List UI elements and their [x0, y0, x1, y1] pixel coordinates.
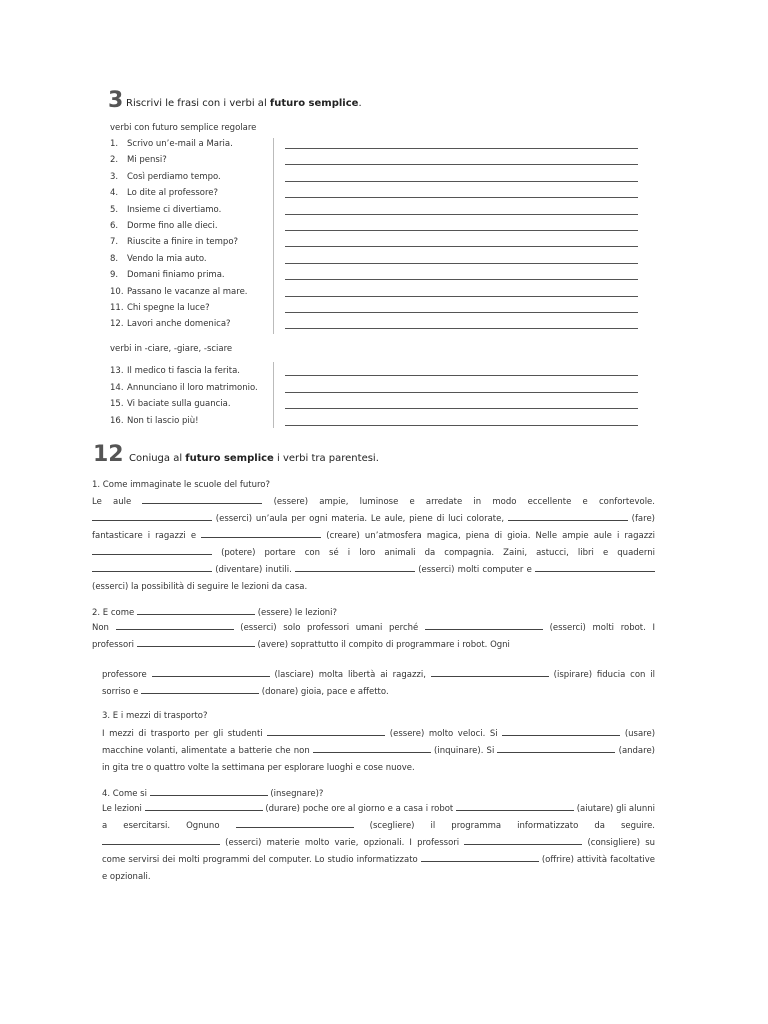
answer-blank[interactable] [295, 562, 415, 572]
instruction-text: Coniuga al [129, 453, 186, 464]
sentence-row [110, 303, 210, 317]
q2-text: (donare) gioia, pace e affetto. [261, 687, 389, 697]
answer-line[interactable] [285, 181, 638, 182]
answer-blank[interactable] [456, 801, 574, 811]
sentence-number: 6. [110, 221, 119, 231]
group2-title: verbi in -ciare, -giare, -sciare [110, 344, 233, 354]
answer-blank[interactable] [137, 637, 255, 647]
q4-text: (aiutare) gli alunni a esercitarsi. Ognuno [102, 804, 656, 831]
sentence-text: Non ti lascio più! [127, 416, 199, 427]
question-1-text [92, 494, 655, 596]
answer-blank[interactable] [92, 511, 212, 521]
sentence-text: Lo dite al professore? [127, 188, 219, 199]
sentence-text: Mi pensi? [127, 155, 167, 166]
answer-blank[interactable] [152, 667, 270, 677]
exercise-3-instruction [126, 98, 362, 109]
answer-line[interactable] [285, 392, 638, 393]
answer-blank[interactable] [431, 667, 549, 677]
q2-title-text: (essere) le lezioni? [257, 608, 338, 618]
sentence-row [110, 139, 233, 153]
sentence-number: 5. [110, 204, 119, 215]
instruction-end: . [358, 98, 362, 109]
q1-text: (fare) fantasticare i ragazzi e [92, 514, 655, 541]
group1-title: verbi con futuro semplice regolare [110, 123, 257, 133]
sentence-row [110, 188, 218, 202]
answer-line[interactable] [285, 312, 638, 313]
q4-title-text: 4. Come si [102, 789, 147, 799]
q2-text: (ispirare) fiducia con il sorriso e [102, 670, 656, 697]
sentence-text: Dorme fino alle dieci. [127, 221, 218, 231]
sentence-row [110, 221, 218, 235]
q2-text: (avere) soprattutto il compito di programmare i robot. Ogni [257, 640, 510, 650]
sentence-row [110, 399, 231, 413]
sentence-row [110, 205, 221, 219]
sentence-number: 10. [110, 286, 124, 297]
answer-blank[interactable] [92, 562, 212, 572]
question-3-text [102, 726, 655, 777]
answer-line[interactable] [285, 425, 638, 426]
sentence-number: 3. [110, 171, 119, 182]
q2-text: professore [102, 670, 147, 680]
answer-blank[interactable] [142, 494, 262, 504]
answer-line[interactable] [285, 328, 638, 329]
answer-line[interactable] [285, 375, 638, 376]
answer-line[interactable] [285, 197, 638, 198]
question-3-title: 3. E i mezzi di trasporto? [102, 711, 208, 721]
sentence-text: Il medico ti fascia la ferita. [127, 366, 240, 376]
question-1-title: 1. Come immaginate le scuole del futuro? [92, 480, 270, 490]
sentence-text: Passano le vacanze al mare. [127, 286, 248, 297]
answer-blank[interactable] [502, 726, 620, 736]
q1-text: (esserci) un’aula per ogni materia. Le aule, piene di luci colorate, [215, 514, 505, 524]
answer-blank[interactable] [535, 562, 655, 572]
answer-blank[interactable] [137, 605, 255, 615]
sentence-number: 12. [110, 319, 124, 330]
question-2-text [92, 620, 655, 654]
q3-text: I mezzi di trasporto per gli studenti [102, 729, 263, 739]
sentence-row [110, 287, 248, 301]
question-2-title [92, 605, 337, 618]
q1-text: (esserci) molti computer e [418, 565, 532, 575]
sentence-text: Riuscite a finire in tempo? [127, 237, 239, 248]
answer-blank[interactable] [267, 726, 385, 736]
answer-blank[interactable] [236, 818, 354, 828]
answer-blank[interactable] [92, 545, 212, 555]
column-separator-2 [273, 362, 274, 428]
answer-blank[interactable] [145, 801, 263, 811]
q2-text: (esserci) molti robot. I professori [92, 623, 655, 650]
q4-text: (consigliere) su come servirsi dei molti programmi del computer. Lo studio informatizzato [102, 838, 656, 865]
sentence-row [110, 254, 207, 268]
sentence-row [110, 237, 238, 251]
instruction-end: i verbi tra parentesi. [273, 453, 379, 464]
sentence-text: Lavori anche domenica? [127, 319, 231, 330]
q4-text: Le lezioni [102, 804, 142, 814]
sentence-number: 14. [110, 382, 124, 393]
sentence-row [110, 383, 258, 397]
q3-text: (essere) molto veloci. Si [389, 729, 498, 739]
sentence-text: Domani finiamo prima. [127, 270, 225, 281]
sentence-number: 1. [110, 139, 119, 149]
answer-blank[interactable] [102, 835, 220, 845]
answer-blank[interactable] [201, 528, 321, 538]
q3-text: (inquinare). Si [434, 746, 495, 756]
answer-blank[interactable] [116, 620, 234, 630]
sentence-text: Chi spegne la luce? [127, 303, 210, 313]
q2-text: (esserci) solo professori umani perché [240, 623, 419, 633]
answer-line[interactable] [285, 230, 638, 231]
sentence-text: Vi baciate sulla guancia. [127, 399, 231, 410]
sentence-text: Insieme ci divertiamo. [127, 204, 222, 215]
answer-line[interactable] [285, 263, 638, 264]
sentence-text: Così perdiamo tempo. [127, 171, 221, 182]
q1-text: (esserci) la possibilità di seguire le lezioni da casa. [92, 582, 308, 592]
instruction-text: Riscrivi le frasi con i verbi al [126, 98, 270, 109]
q2-text: Non [92, 623, 109, 633]
q4-text: (scegliere) il programma informatizzato da seguire. [369, 821, 656, 831]
answer-line[interactable] [285, 214, 638, 215]
q1-text: (creare) un’atmosfera magica, piena di gioia. Nelle ampie aule i ragazzi [326, 531, 655, 541]
q1-text: Le aule [92, 497, 132, 507]
question-4-text [102, 801, 655, 886]
q1-text: (diventare) inutili. [215, 565, 292, 575]
answer-line[interactable] [285, 296, 638, 297]
answer-blank[interactable] [497, 743, 615, 753]
q3-text: (usare) macchine volanti, alimentate a batterie che non [102, 729, 656, 756]
sentence-row [110, 155, 167, 169]
q2-title-text: 2. E come [92, 608, 135, 618]
sentence-row [110, 319, 231, 333]
answer-blank[interactable] [421, 852, 539, 862]
exercise-12-number: 12 [93, 442, 124, 467]
sentence-number: 11. [110, 303, 124, 313]
sentence-number: 9. [110, 270, 119, 281]
answer-blank[interactable] [508, 511, 628, 521]
instruction-bold: futuro semplice [269, 98, 359, 109]
answer-blank[interactable] [425, 620, 543, 630]
answer-line[interactable] [285, 279, 638, 280]
sentence-row [110, 270, 225, 284]
q2-text: (lasciare) molta libertà ai ragazzi, [274, 670, 426, 680]
sentence-text: Annunciano il loro matrimonio. [127, 382, 258, 393]
answer-line[interactable] [285, 408, 638, 409]
q1-text: (essere) ampie, luminose e arredate in modo eccellente e confortevole. [273, 497, 655, 507]
answer-blank[interactable] [141, 684, 259, 694]
instruction-bold: futuro semplice [185, 453, 274, 464]
column-separator [273, 138, 274, 334]
answer-line[interactable] [285, 148, 638, 149]
sentence-row [110, 366, 240, 380]
sentence-row [110, 172, 221, 186]
q4-title-text: (insegnare)? [270, 789, 324, 799]
sentence-text: Scrivo un’e-mail a Maria. [127, 139, 233, 149]
q4-text: (durare) poche ore al giorno e a casa i robot [265, 804, 454, 814]
answer-line[interactable] [285, 164, 638, 165]
q3-text: (andare) in gita tre o quattro volte la settimana per esplorare luoghi e cose nuove. [102, 746, 655, 773]
sentence-text: Vendo la mia auto. [127, 253, 207, 264]
sentence-number: 13. [110, 366, 124, 376]
sentence-number: 15. [110, 399, 124, 410]
question-2-text-continued [102, 667, 655, 701]
sentence-number: 2. [110, 155, 119, 166]
sentence-number: 8. [110, 253, 119, 264]
sentence-number: 16. [110, 416, 124, 427]
question-4-title [102, 786, 323, 799]
sentence-number: 7. [110, 237, 119, 248]
answer-blank[interactable] [464, 835, 582, 845]
q1-text: (potere) portare con sé i loro animali da compagnia. Zaini, astucci, libri e quaderni [221, 548, 655, 558]
q4-text: (offrire) attività facoltative e opzionali. [102, 855, 656, 882]
q4-text: (esserci) materie molto varie, opzionali. I professori [225, 838, 460, 848]
exercise-3-number: 3 [108, 88, 124, 113]
answer-line[interactable] [285, 246, 638, 247]
answer-blank[interactable] [150, 786, 268, 796]
exercise-12-instruction [129, 453, 379, 464]
sentence-number: 4. [110, 188, 119, 199]
sentence-row [110, 416, 199, 430]
answer-blank[interactable] [313, 743, 431, 753]
